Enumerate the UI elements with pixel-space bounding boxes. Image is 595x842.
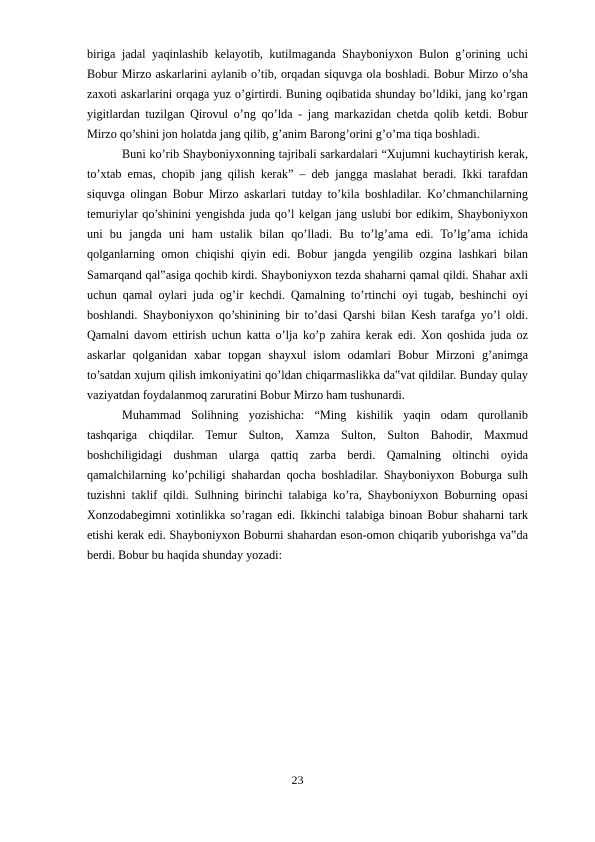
- document-body: [87, 44, 528, 565]
- paragraph-3: Muhammad Solihning yozishicha: “Ming kishilik yaqin odam qurollanib tashqariga chiqdilar. Temur Sulton, Xamza Sulton, Sulton Bahodir, Maxmud boshchiligidagi dushman ularga qattiq zarba berdi. Qamalning oltinchi oyida qamalchilarning ko’pchiligi shahardan qocha boshladilar. Shayboniyxon Boburga sulh tuzishni taklif qildi. Sulhning birinchi talabiga ko’ra, Shayboniyxon Boburning opasi Xonzodabegimni xotinlikka so’ragan edi. Ikkinchi talabiga binoan Bobur shaharni tark etishi kerak edi. Shayboniyxon Boburni shahardan eson-omon chiqarib yuborishga va‟da berdi. Bobur bu haqida shunday yozadi:: [87, 407, 528, 563]
- page-number: 23: [291, 773, 304, 787]
- paragraph-1: biriga jadal yaqinlashib kelayotib, kutilmaganda Shayboniyxon Bulon g’orining uchi Bobur Mirzo askarlarini aylanib o’tib, orqadan siquvga ola boshladi. Bobur Mirzo o’sha zaxoti askarlarini orqaga yuz o’girtirdi. Buning oqibatida shunday bo’ldiki, jang ko’rgan yigitlardan tuzilgan Qirovul o’ng qo’lda - jang markazidan chetda qolib ketdi. Bobur Mirzo qo’shini jon holatda jang qilib, g’anim Barong’orini g’o’ma tiqa boshladi.: [87, 47, 528, 142]
- paragraph-2: Buni ko’rib Shayboniyxonning tajribali sarkardalari “Xujumni kuchaytirish kerak, to’xtab emas, chopib jang qilish kerak” – deb jangga maslahat beradi. Ikki tarafdan siquvga olingan Bobur Mirzo askarlari tutday to’kila boshladilar. Ko’chmanchilarning temuriylar qo’shinini yengishda juda qo’l kelgan jang uslubi bor edikim, Shayboniyxon uni bu jangda uni ham ustalik bilan qo’lladi. Bu to’lg’ama edi. To’lg’ama ichida qolganlarning omon chiqishi qiyin edi. Bobur jangda yengilib ozgina lashkari bilan Samarqand qal‟asiga qochib kirdi. Shayboniyxon tezda shaharni qamal qildi. Shahar axli uchun qamal oylari juda og’ir kechdi. Qamalning to’rtinchi oyi tugab, beshinchi oyi boshlandi. Shayboniyxon qo’shinining bir to’dasi Qarshi bilan Kesh tarafga yo’l oldi. Qamalni davom ettirish uchun katta o’lja ko’p zahira kerak edi. Xon qoshida juda oz askarlar qolganidan xabar topgan shayxul islom odamlari Bobur Mirzoni g’animga to’satdan xujum qilish imkoniyatini qo’ldan chiqarmaslikka da‟vat qildilar. Bunday qulay vaziyatdan foydalanmoq zaruratini Bobur Mirzo ham tushunardi.: [87, 147, 528, 402]
